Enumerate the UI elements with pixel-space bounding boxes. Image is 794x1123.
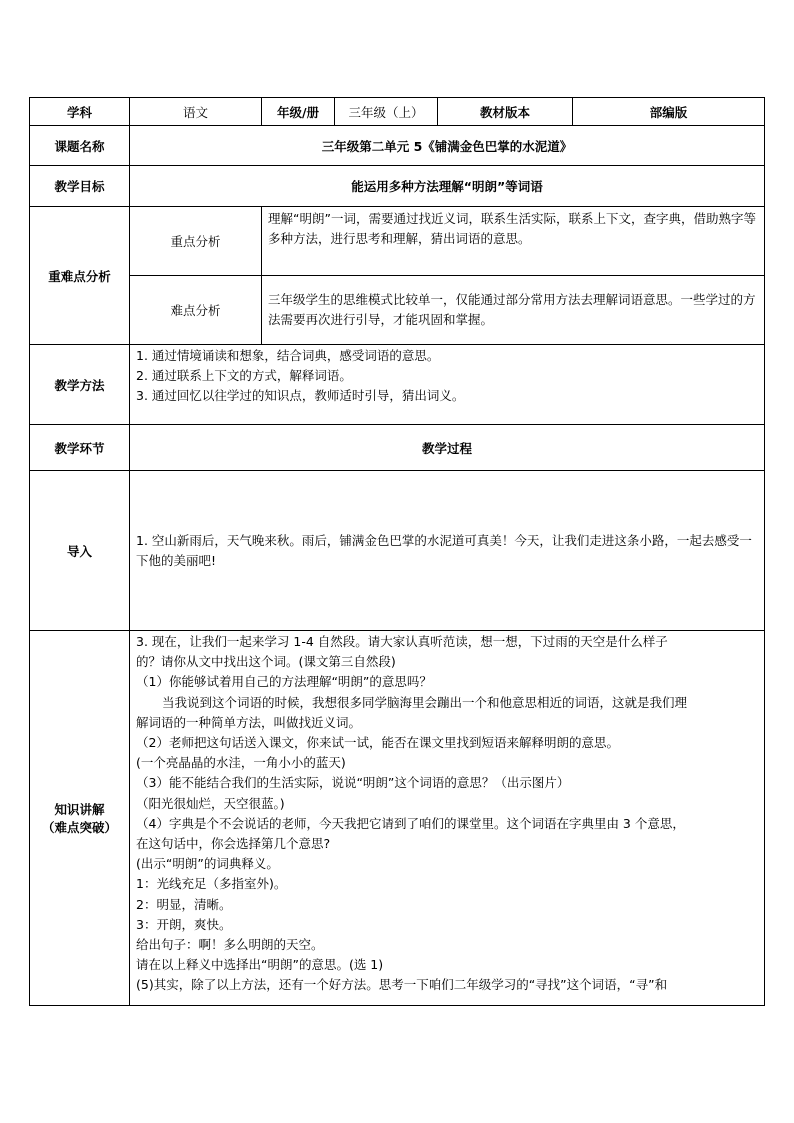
lesson-title: 三年级第二单元 5《铺满金色巴掌的水泥道》	[130, 126, 765, 166]
knowledge-line: 3. 现在，让我们一起来学习 1-4 自然段。请大家认真听范读，想一想，下过雨的天空是什么样子	[136, 634, 668, 649]
knowledge-line: (出示“明朗”的词典释义。	[136, 856, 279, 872]
difficult-analysis-row	[30, 276, 765, 345]
methods-row	[30, 345, 765, 425]
intro-label: 导入	[30, 471, 130, 631]
knowledge-line: 解词语的一种简单方法，叫做找近义词。	[136, 714, 362, 730]
lesson-plan-table	[29, 97, 765, 1006]
knowledge-line: 请在以上释义中选择出“明朗”的意思。(选 1)	[136, 957, 384, 973]
knowledge-row	[30, 631, 765, 1006]
knowledge-line: （3）能不能结合我们的生活实际，说说“明朗”这个词语的意思？（出示图片）	[136, 775, 570, 791]
knowledge-line: （阳光很灿烂，天空很蓝。)	[136, 795, 285, 811]
grade-value: 三年级（上）	[335, 98, 438, 126]
process-header-row	[30, 425, 765, 471]
grade-label: 年级/册	[262, 98, 335, 126]
knowledge-line: （4）字典是个不会说话的老师，今天我把它请到了咱们的课堂里。这个词语在字典里由 3 个意思，	[136, 815, 685, 831]
methods-list	[130, 345, 765, 425]
intro-text: 1. 空山新雨后，天气晚来秋。雨后，铺满金色巴掌的水泥道可真美！今天，让我们走进这条小路，一起去感受一下他的美丽吧!	[130, 471, 765, 631]
method-item: 1. 通过情境诵读和想象，结合词典，感受词语的意思。	[136, 348, 440, 363]
key-analysis-row	[30, 207, 765, 276]
edition-value: 部编版	[573, 98, 765, 126]
knowledge-line: 1：光线充足（多指室外)。	[136, 876, 287, 892]
knowledge-label-line2: （难点突破）	[41, 820, 117, 835]
method-item: 2. 通过联系上下文的方式，解释词语。	[136, 368, 352, 383]
process-header-label: 教学环节	[30, 425, 130, 471]
subject-label: 学科	[30, 98, 130, 126]
edition-label: 教材版本	[438, 98, 573, 126]
process-header-value: 教学过程	[130, 425, 765, 471]
knowledge-line: 给出句子：啊！多么明朗的天空。	[136, 937, 324, 953]
goal-label: 教学目标	[30, 166, 130, 207]
knowledge-line: 3：开朗，爽快。	[136, 916, 232, 932]
knowledge-line: 2：明显，清晰。	[136, 896, 232, 912]
difficult-analysis-text: 三年级学生的思维模式比较单一，仅能通过部分常用方法去理解词语意思。一些学过的方法需要再次进行引导，才能巩固和掌握。	[262, 276, 765, 345]
key-analysis-label: 重点分析	[130, 207, 262, 276]
subject-value: 语文	[130, 98, 262, 126]
method-item: 3. 通过回忆以往学过的知识点，教师适时引导，猜出词义。	[136, 388, 465, 403]
methods-label: 教学方法	[30, 345, 130, 425]
lesson-label: 课题名称	[30, 126, 130, 166]
knowledge-label	[30, 631, 130, 1006]
knowledge-line: (一个亮晶晶的水洼，一角小小的蓝天)	[136, 755, 346, 771]
knowledge-line: 在这句话中，你会选择第几个意思?	[136, 836, 331, 852]
goal-row	[30, 166, 765, 207]
difficult-analysis-label: 难点分析	[130, 276, 262, 345]
key-analysis-text: 理解“明朗”一词，需要通过找近义词，联系生活实际，联系上下文，查字典，借助熟字等多种方法，进行思考和理解，猜出词语的意思。	[262, 207, 765, 276]
knowledge-line: 当我说到这个词语的时候，我想很多同学脑海里会蹦出一个和他意思相近的词语，这就是我们理	[162, 694, 688, 710]
knowledge-line: （1）你能够试着用自己的方法理解“明朗”的意思吗？	[136, 674, 432, 690]
header-row	[30, 98, 765, 126]
lesson-row	[30, 126, 765, 166]
knowledge-content	[130, 631, 765, 1006]
analysis-label: 重难点分析	[30, 207, 130, 345]
knowledge-line: 的？请你从文中找出这个词。(课文第三自然段)	[136, 654, 396, 670]
knowledge-line: （2）老师把这句话送入课文，你来试一试，能否在课文里找到短语来解释明朗的意思。	[136, 735, 619, 751]
knowledge-line: (5)其实，除了以上方法，还有一个好方法。思考一下咱们二年级学习的“寻找”这个词语，“寻”和	[136, 977, 668, 993]
knowledge-label-line1: 知识讲解	[54, 802, 105, 817]
intro-row	[30, 471, 765, 631]
goal-value: 能运用多种方法理解“明朗”等词语	[130, 166, 765, 207]
